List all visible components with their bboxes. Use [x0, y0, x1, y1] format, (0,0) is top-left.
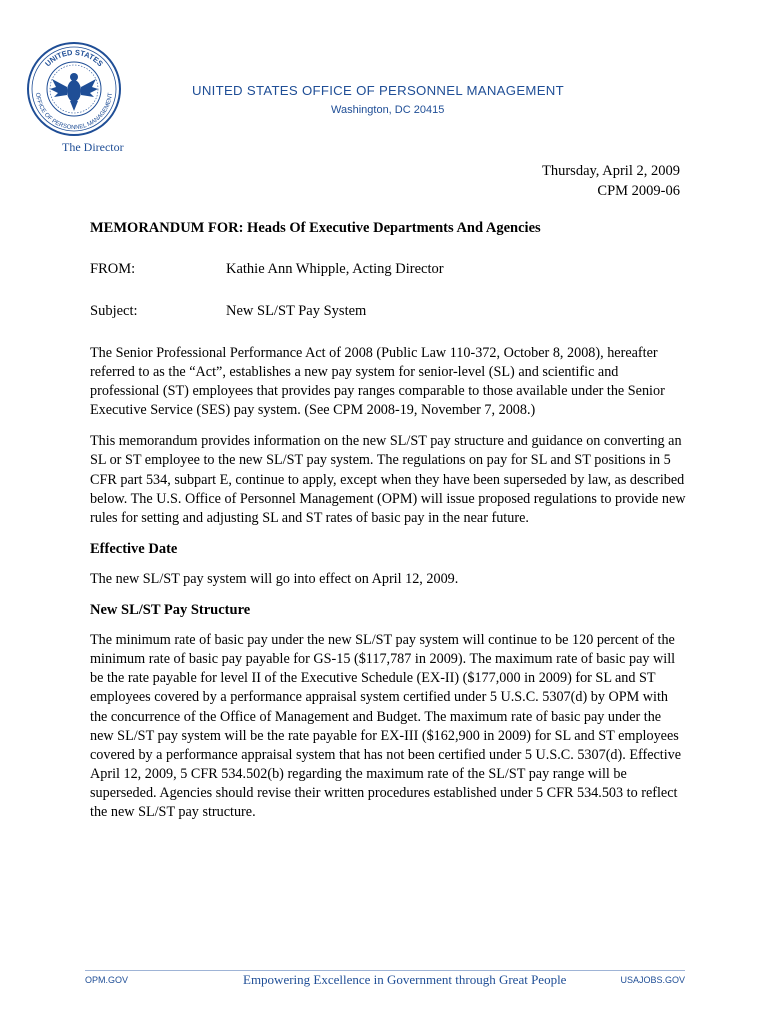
memo-date: Thursday, April 2, 2009 [541, 163, 680, 179]
section-heading-effective-date: Effective Date [90, 540, 178, 557]
body-paragraph: This memorandum provides information on the new SL/ST pay structure and guidance on converting an SL or ST employee to the new SL/ST pay system. The regulations on pay for SL and ST positions in 5 CFR part 534, subpart E, continue to apply, except when they have been superseded by law, as described below. The U.S. Office of Personnel Management (OPM) will issue proposed regulations to provide new rules for setting and adjusting SL and ST rates of basic pay in the near future. [90, 433, 686, 526]
section-heading-pay-structure: New SL/ST Pay Structure [90, 602, 251, 619]
date-block [542, 161, 680, 201]
from-label: FROM: [90, 261, 136, 277]
footer-tagline: Empowering Excellence in Government through Great People [243, 972, 567, 987]
footer-divider [85, 970, 685, 971]
opm-seal-logo [26, 41, 122, 137]
memo-body [90, 344, 688, 834]
body-paragraph: The minimum rate of basic pay under the new SL/ST pay system will continue to be 120 percent of the minimum rate of basic pay payable for GS-15 ($117,787 in 2009). The maximum rate of basic pay will be the rate payable for level II of the Executive Schedule (EX-II) ($177,000 in 2009) for SL and ST employees covered by a performance appraisal system certified under 5 U.S.C. 5307(d) by OPM with the concurrence of the Office of Management and Budget. The maximum rate of basic pay under the new SL/ST pay system will be the rate payable for EX-III ($162,900 in 2009) for SL and ST employees covered by a performance appraisal system that has not been certified under 5 U.S.C. 5307(d). Effective April 12, 2009, 5 CFR 534.502(b) regarding the maximum rate of the SL/ST pay range will be superseded. Agencies should revise their written procedures established under 5 CFR 534.503 to reflect the new SL/ST pay structure. [90, 632, 682, 820]
agency-address: Washington, DC 20415 [331, 104, 445, 116]
body-paragraph: The Senior Professional Performance Act of 2008 (Public Law 110-372, October 8, 2008), hereafter referred to as the “Act”, establishes a new pay system for senior-level (SL) and scientific and professional (ST) employees that provides pay ranges comparable to those available under the Senior Executive Service (SES) pay system. (See CPM 2008-19, November 7, 2008.) [90, 345, 665, 419]
footer-opm-link[interactable]: OPM.GOV [85, 975, 129, 985]
svg-text:UNITED STATES: UNITED STATES [43, 47, 105, 69]
memo-cpm-number: CPM 2009-06 [597, 183, 680, 199]
svg-text:OFFICE OF PERSONNEL MANAGEMENT: OFFICE OF PERSONNEL MANAGEMENT [33, 92, 114, 132]
agency-name: UNITED STATES OFFICE OF PERSONNEL MANAGEMENT [192, 83, 564, 98]
subject-value: New SL/ST Pay System [226, 303, 367, 319]
subject-label: Subject: [90, 303, 138, 319]
footer-usajobs-link[interactable]: USAJOBS.GOV [620, 975, 685, 985]
footer [85, 972, 685, 991]
from-row [90, 261, 444, 278]
director-label: The Director [62, 140, 124, 154]
from-value: Kathie Ann Whipple, Acting Director [226, 261, 444, 277]
body-paragraph: The new SL/ST pay system will go into effect on April 12, 2009. [90, 570, 459, 587]
memorandum-for: MEMORANDUM FOR: Heads Of Executive Departments And Agencies [90, 220, 541, 236]
subject-row [90, 303, 366, 320]
